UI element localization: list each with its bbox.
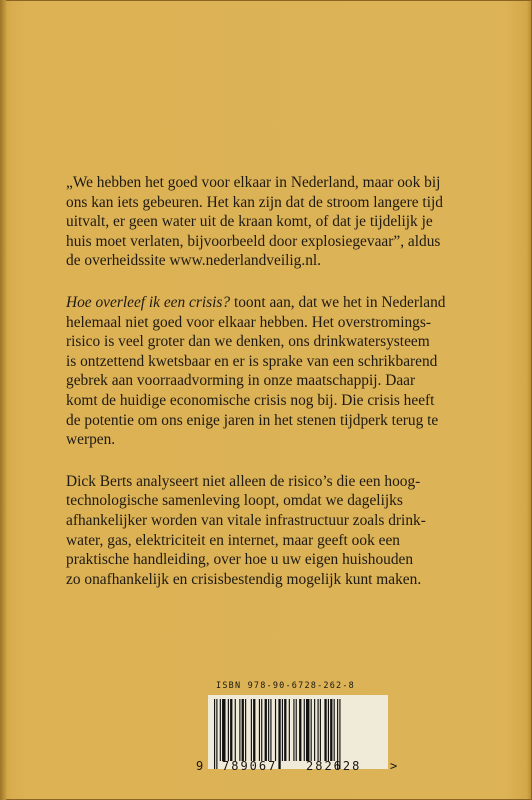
- barcode-end-mark: >: [390, 759, 398, 773]
- spine-edge: [0, 0, 6, 800]
- barcode-right-group: 282628: [306, 759, 362, 773]
- blurb-paragraph-3: Dick Berts analyseert niet alleen de risico’s die een hoog- technologische samenleving loopt, omdat we dagelijks afhankelijker worden van vitale infrastructuur zoals drink- water, gas, elektriciteit en internet, maar geeft ook een praktische handleiding, over hoe u uw eigen huishouden zo onafhankelijk en crisisbestendig mogelijk kunt maken.: [66, 472, 426, 588]
- book-title-italic: Hoe overleef ik een crisis?: [66, 293, 231, 311]
- blurb-paragraph-1: „We hebben het goed voor elkaar in Nederland, maar ook bij ons kan iets gebeuren. Het kan zijn dat de stroom langere tijd uitvalt, er geen water uit de kraan komt, of dat je tijdelijk je huis moet verlaten, bijvoorbeeld door explosiegevaar”, aldus de overheidssite www.nederlandveilig.nl.: [66, 174, 443, 270]
- barcode-left-group: 789067: [222, 759, 278, 773]
- blurb-text: [66, 173, 484, 611]
- isbn-barcode: [196, 681, 398, 781]
- barcode-lead-digit: 9: [196, 759, 204, 773]
- blurb-paragraph-2-text: toont aan, dat we het in Nederland helemaal niet goed voor elkaar hebben. Het overstromings- risico is veel groter dan we denken, ons drinkwatersysteem is ontzettend kwetsbaar en er is sprake van een schrikbarend gebrek aan voorraadvorming in onze maatschappij. Daar komt de huidige economische crisis nog bij. Die crisis heeft de potentie om ons enige jaren in het stenen tijdperk terug te werpen.: [66, 293, 446, 449]
- isbn-label: ISBN 978-90-6728-262-8: [216, 681, 355, 691]
- barcode-bars: [208, 695, 388, 769]
- blurb-paragraph-2: [66, 293, 484, 450]
